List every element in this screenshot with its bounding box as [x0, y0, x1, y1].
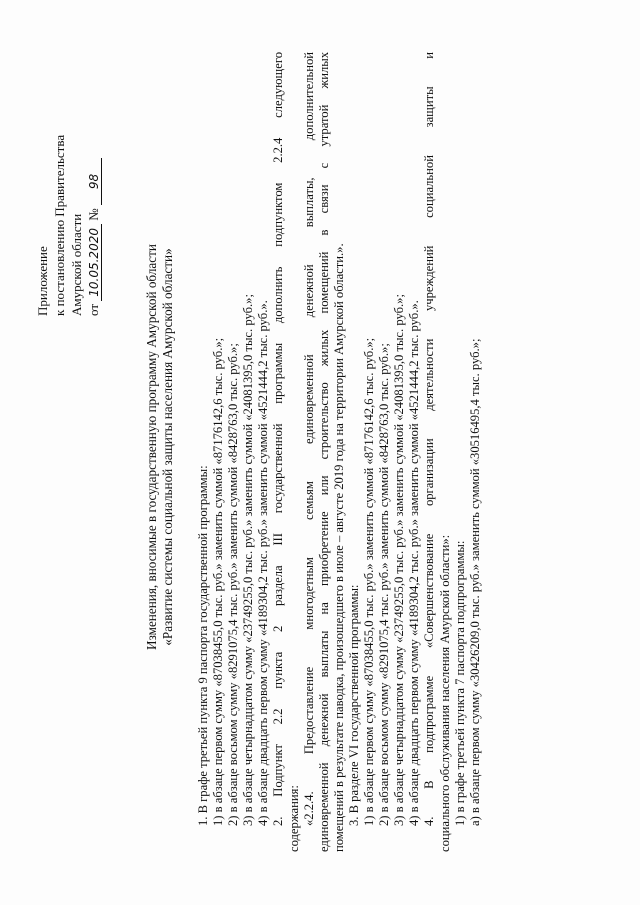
- title-line-2: «Развитие системы социальной защиты населения Амурской области»: [160, 248, 175, 646]
- quoted-paragraph-continuation: помещений в результате паводка, произошедшего в июле – августе 2019 года на территории Амурской области.».: [331, 243, 346, 852]
- list-item: 1) в абзаце первом сумму «87038455,0 тыс. руб.» заменить суммой «87176142,6 тыс. руб.»;: [211, 337, 226, 826]
- list-item: 3) в абзаце четырнадцатом сумму «23749255,0 тыс. руб.» заменить суммой «24081395,0 тыс. руб.»;: [392, 294, 407, 826]
- date-prefix: от: [86, 303, 101, 316]
- list-item: 3) в абзаце четырнадцатом сумму «23749255,0 тыс. руб.» заменить суммой «24081395,0 тыс. руб.»;: [241, 294, 256, 826]
- list-item: 1) в абзаце первом сумму «87038455,0 тыс. руб.» заменить суммой «87176142,6 тыс. руб.»;: [362, 337, 377, 826]
- document-title: [144, 52, 176, 842]
- list-item: а) в абзаце первом сумму «30426209,0 тыс. руб.» заменить суммой «30516495,4 тыс. руб.»;: [467, 338, 482, 826]
- paragraph: 2. Подпункт 2.2 пункта 2 раздела III государственной программы дополнить подпунктом 2.2.4 следующего: [271, 52, 286, 826]
- quoted-paragraph: «2.2.4. Предоставление многодетным семьям единовременной денежной выплаты, дополнительной: [301, 52, 316, 826]
- appendix-label: Приложение: [35, 246, 50, 316]
- appendix-date-line: [85, 26, 103, 316]
- appendix-resolution-line: к постановлению Правительства: [52, 134, 67, 316]
- rotated-document-content: [20, 22, 620, 882]
- list-item: 4) в абзаце двадцать первом сумму «4189304,2 тыс. руб.» заменить суммой «4521444,2 тыс. руб.».: [407, 300, 422, 826]
- appendix-region-line: Амурской области: [69, 213, 84, 316]
- paragraph-continuation: содержания:: [286, 785, 301, 852]
- list-item: 4) в абзаце двадцать первом сумму «4189304,2 тыс. руб.» заменить суммой «4521444,2 тыс. руб.».: [256, 300, 271, 826]
- title-line-1: Изменения, вносимые в государственную программу Амурской области: [144, 244, 159, 650]
- paragraph-continuation: социального обслуживания населения Амурской области»:: [437, 534, 452, 852]
- list-item: 2) в абзаце восьмом сумму «8291075,4 тыс. руб.» заменить суммой «8428763,0 тыс. руб.»;: [226, 343, 241, 826]
- paragraph: 4. В подпрограмме «Совершенствование организации деятельности учреждений социальной защиты и: [422, 52, 437, 826]
- handwritten-number: 98: [87, 158, 102, 205]
- document-body: [196, 52, 483, 852]
- number-prefix: №: [86, 208, 101, 221]
- appendix-block: [34, 26, 103, 316]
- paragraph: 3. В разделе VI государственной программы:: [346, 584, 361, 826]
- list-item: 1) в графе третьей пункта 7 паспорта подпрограммы:: [452, 540, 467, 826]
- list-item: 2) в абзаце восьмом сумму «8291075,4 тыс. руб.» заменить суммой «8428763,0 тыс. руб.»;: [377, 343, 392, 826]
- quoted-paragraph-continuation: единовременной денежной выплаты на приобретение или строительство жилых помещений в связи с утратой жилых: [316, 52, 331, 852]
- handwritten-date: 10.05.2020: [87, 224, 102, 301]
- paragraph: 1. В графе третьей пункта 9 паспорта государственной программы:: [196, 465, 210, 826]
